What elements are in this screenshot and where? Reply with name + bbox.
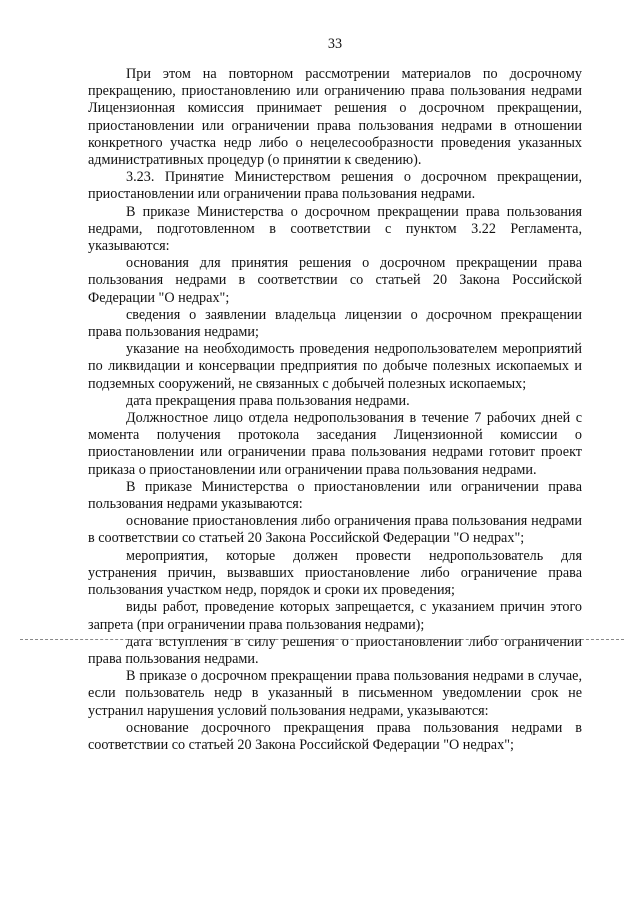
document-body	[88, 66, 582, 754]
paragraph: При этом на повторном рассмотрении материалов по досрочному прекращению, приостановлению или ограничению права пользования недрами Лицензионная комиссия принимает решения о досрочном прекращении, приостановлении или ограничении права пользования недрами в отношении конкретного участка недр либо о нецелесообразности проведения указанных административных процедур (о принятии к сведению).	[88, 66, 582, 169]
section-heading: 3.23. Принятие Министерством решения о досрочном прекращении, приостановлении или ограничении права пользования недрами.	[88, 169, 582, 203]
page-number: 33	[327, 36, 343, 52]
list-item: указание на необходимость проведения недропользователем мероприятий по ликвидации и консервации предприятия по добыче полезных ископаемых и подземных сооружений, не связанных с добычей полезных ископаемых;	[88, 341, 582, 392]
list-item: основание досрочного прекращения права пользования недрами в соответствии со статьей 20 Закона Российской Федерации "О недрах";	[88, 719, 582, 753]
list-item: дата вступления в силу решения о приостановлении либо ограничении права пользования недрами.	[88, 633, 582, 667]
list-item: сведения о заявлении владельца лицензии о досрочном прекращении права пользования недрами;	[88, 306, 582, 341]
document-page	[88, 0, 582, 905]
paragraph: В приказе Министерства о досрочном прекращении права пользования недрами, подготовленном в соответствии с пунктом 3.22 Регламента, указываются:	[88, 203, 582, 255]
list-item: основание приостановления либо ограничения права пользования недрами в соответствии со статьей 20 Закона Российской Федерации "О недрах";	[88, 513, 582, 547]
list-item: основания для принятия решения о досрочном прекращении права пользования недрами в соответствии со статьей 20 Закона Российской Федерации "О недрах";	[88, 255, 582, 306]
scan-artifact-line	[20, 639, 624, 640]
list-item: дата прекращения права пользования недрами.	[126, 392, 410, 409]
paragraph: В приказе Министерства о приостановлении или ограничении права пользования недрами указываются:	[88, 478, 582, 513]
list-item: мероприятия, которые должен провести недропользователь для устранения причин, вызвавших приостановление либо ограничение права пользования участком недр, порядок и сроки их проведения;	[88, 547, 582, 599]
list-item: виды работ, проведение которых запрещается, с указанием причин этого запрета (при ограничении права пользования недрами);	[88, 599, 582, 633]
paragraph: Должностное лицо отдела недропользования в течение 7 рабочих дней с момента получения протокола заседания Лицензионной комиссии о приостановлении или ограничении права пользования недрами готовит проект приказа о приостановлении или ограничении права пользования недрами.	[88, 410, 582, 478]
paragraph: В приказе о досрочном прекращении права пользования недрами в случае, если пользователь недр в указанный в письменном уведомлении срок не устранил нарушения условий пользования недрами, указываются:	[88, 668, 582, 719]
